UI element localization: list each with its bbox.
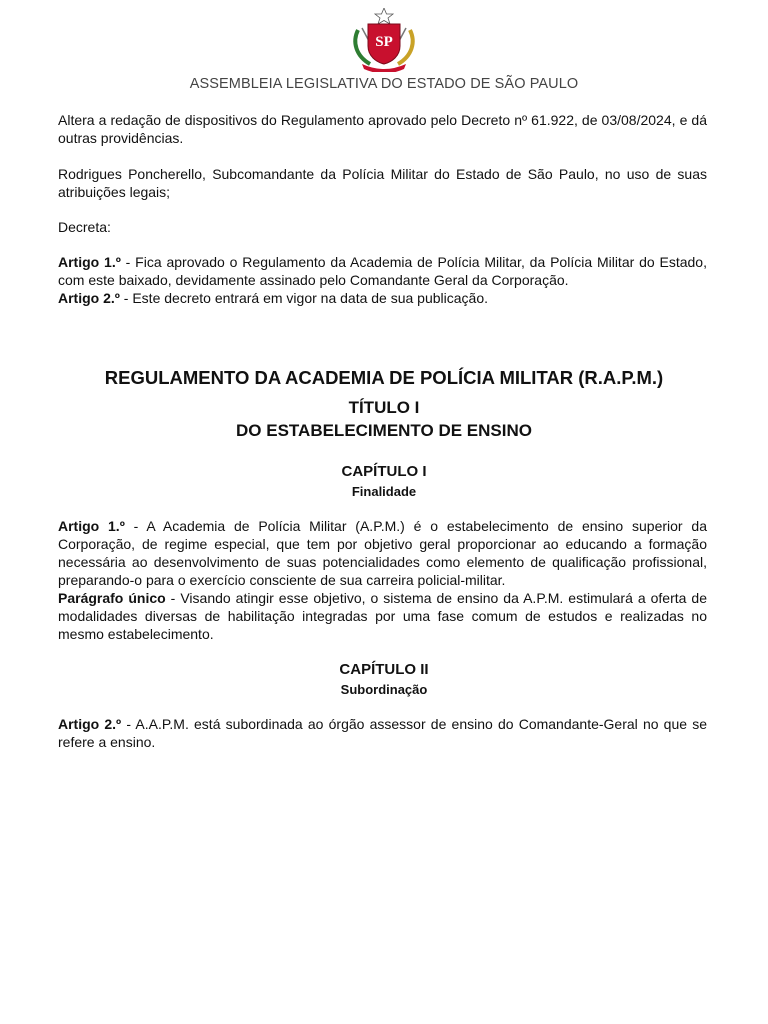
preamble-article-1 bbox=[58, 253, 707, 289]
article-text: - Este decreto entrará em vigor na data de sua publicação. bbox=[119, 290, 489, 306]
author-paragraph: Rodrigues Poncherello, Subcomandante da Polícia Militar do Estado de São Paulo, no uso de suas atribuições legais; bbox=[58, 166, 707, 200]
seal-text: SP bbox=[375, 34, 393, 50]
ementa-paragraph: Altera a redação de dispositivos do Regulamento aprovado pelo Decreto nº 61.922, de 03/08/2024, e dá outras providências. bbox=[58, 112, 707, 146]
chapter-subheading: Subordinação bbox=[340, 682, 428, 697]
preamble-article-2 bbox=[58, 289, 707, 307]
article-label: Artigo 1.º bbox=[58, 254, 121, 270]
article-text: - Fica aprovado o Regulamento da Academia de Polícia Militar, da Polícia Militar do Estado, com este baixado, devidamente assinado pelo Comandante Geral da Corporação. bbox=[58, 254, 707, 288]
chapter-heading: CAPÍTULO I bbox=[341, 463, 427, 480]
sao-paulo-coat-of-arms-icon bbox=[350, 8, 418, 72]
regulation-title: REGULAMENTO DA ACADEMIA DE POLÍCIA MILITAR (R.A.P.M.) bbox=[104, 367, 664, 388]
chapter-heading: CAPÍTULO II bbox=[339, 661, 429, 678]
article-label: Artigo 2.º bbox=[58, 716, 122, 732]
article-text: - A Academia de Polícia Militar (A.P.M.) é o estabelecimento de ensino superior da Corporação, de regime especial, que tem por objetivo geral proporcionar ao educando a formação necessária ao desenvolvimento de suas potencialidades como elemento de qualificação profissional, preparando-o para o exercício consciente de sua carreira policial-militar. bbox=[58, 518, 707, 588]
titulo-heading: TÍTULO I bbox=[348, 398, 420, 417]
chapter-subheading: Finalidade bbox=[351, 484, 417, 499]
titulo-name: DO ESTABELECIMENTO DE ENSINO bbox=[236, 421, 532, 440]
chapter-1-article-1 bbox=[58, 517, 707, 643]
article-label: Artigo 1.º bbox=[58, 518, 125, 534]
paragraph-text: - Visando atingir esse objetivo, o sistema de ensino da A.P.M. estimulará a oferta de modalidades diversas de habilitação integradas por uma fase comum de estudos e realizadas no mesmo estabelecimento. bbox=[58, 590, 707, 642]
article-label: Artigo 2.º bbox=[58, 290, 120, 306]
article-text: - A.A.P.M. está subordinada ao órgão assessor de ensino do Comandante-Geral no que se refere a ensino. bbox=[58, 716, 707, 750]
decreta-line: Decreta: bbox=[58, 219, 111, 235]
chapter-2-article-2 bbox=[58, 715, 707, 751]
paragraph-label: Parágrafo único bbox=[58, 590, 166, 606]
assembly-header: ASSEMBLEIA LEGISLATIVA DO ESTADO DE SÃO PAULO bbox=[189, 76, 579, 92]
